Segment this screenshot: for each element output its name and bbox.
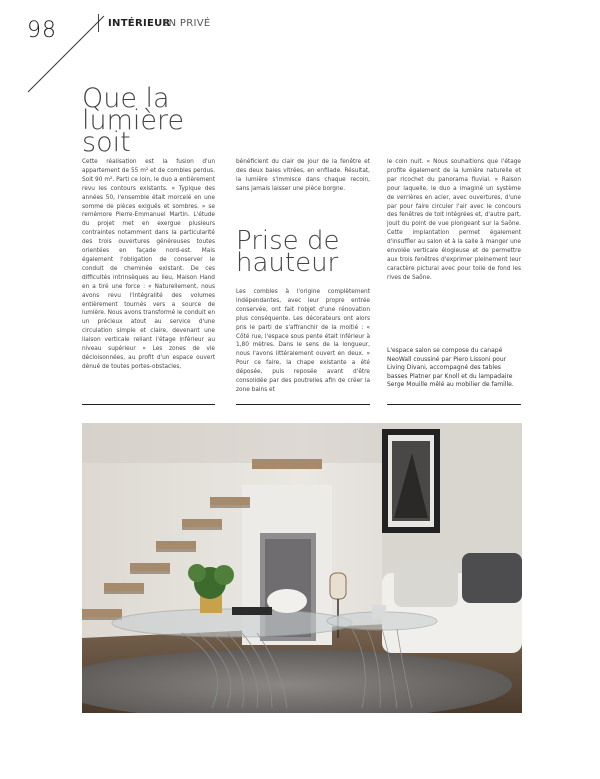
body-column-2 (236, 158, 370, 194)
column-2-top-text: bénéficient du clair de jour de la fenêtre et des deux baies vitrées, en enfilade. Résultat, la lumière s'immisce dans chaque recoin, sans jamais laisser une pièce borgne. (236, 159, 370, 192)
subtitle (236, 226, 376, 278)
column-1-text: Cette réalisation est la fusion d'un appartement de 55 m² et de combles perdus. Soit 90 m². Parti ce loin, le duo a entièrement revu les contours existants. « Typique des années 50, l'ensemble était morcelé en une somme de pièces exiguës et sombres. » se remémore Pierre-Emmanuel Martin. L'étude du projet met en exergue plusieurs contraintes notamment dans la particularité des trois ouvertures généreuses toutes orientées en façade nord-est. Mais également l'obligation de conserver le conduit de cheminée existant. De ces difficultés intrinsèques au lieu, Maison Hand en a tiré une force : « Naturellement, nous avons revu l'intégralité des volumes entièrement tournés vers a source de lumière. Nous avons transformé le conduit en un précieux atout au service d'une circulation simple et claire, devenant une liaison verticale reliant l'étage inférieur au niveau supérieur » Les zones de vie décloisonnées, au profit d'un espace ouvert dénué de toutes portes-obstacles, (82, 159, 215, 370)
article-title (82, 83, 202, 158)
header-subsection: EN PRIVÉ (162, 18, 211, 29)
column-1-bottom-rule (82, 404, 215, 405)
body-column-3 (387, 158, 521, 283)
body-column-2-bottom (236, 288, 370, 395)
body-column-1 (82, 158, 215, 372)
subtitle-text: Prise de hauteur (236, 226, 340, 278)
article-title-text: Que la lumière soit (82, 83, 185, 158)
column-2-bottom-rule (236, 404, 370, 405)
page-number: 98 (27, 18, 57, 43)
column-3-bottom-rule (387, 404, 521, 405)
column-3-text: le coin nuit. « Nous souhaitions que l'étage profite également de la lumière naturelle et par ricochet du panorama fluvial. » Raison pour laquelle, le duo a imaginé un système de verrières en acier, avec ouvertures, d'une par pour faire circuler l'air avec le concours des fenêtres de toit intégrées et, d'autre part, jouit du point de vue plongeant sur la Saône. Cette implantation permet également d'insuffler au salon et à la salle à manger une envolée verticale élogieuse et de permettre aux trois fenêtres d'exprimer pleinement leur caractère pictural avec pour toile de fond les rives de Saône. (387, 159, 521, 281)
photo-living-room (82, 423, 522, 713)
photo-illustration (82, 423, 522, 713)
column-2-bottom-text: Les combles à l'origine complètement indépendantes, avec leur propre entrée conservée, ont fait l'objet d'une rénovation plus conséquente. Les décorateurs ont alors pris le parti de s'affranchir de la moitié : « Côté rue, l'espace sous pente était inférieur à 1,80 mètres. Dans le sens de la longueur, nous l'avons littéralement ouvert en deux. » Pour ce faire, la chape existante a été déposée, puis reposée avant d'être consolidée par des poutrelles afin de créer la zone bains et (236, 289, 370, 393)
photo-caption: L'espace salon se compose du canapé NeoWall coussiné par Piero Lissoni pour Living Divani, accompagné des tables basses Platner par Knoll et du lampadaire Serge Mouille mêlé au mobilier de famille. (387, 347, 514, 388)
header-section: INTÉRIEUR (108, 18, 171, 29)
